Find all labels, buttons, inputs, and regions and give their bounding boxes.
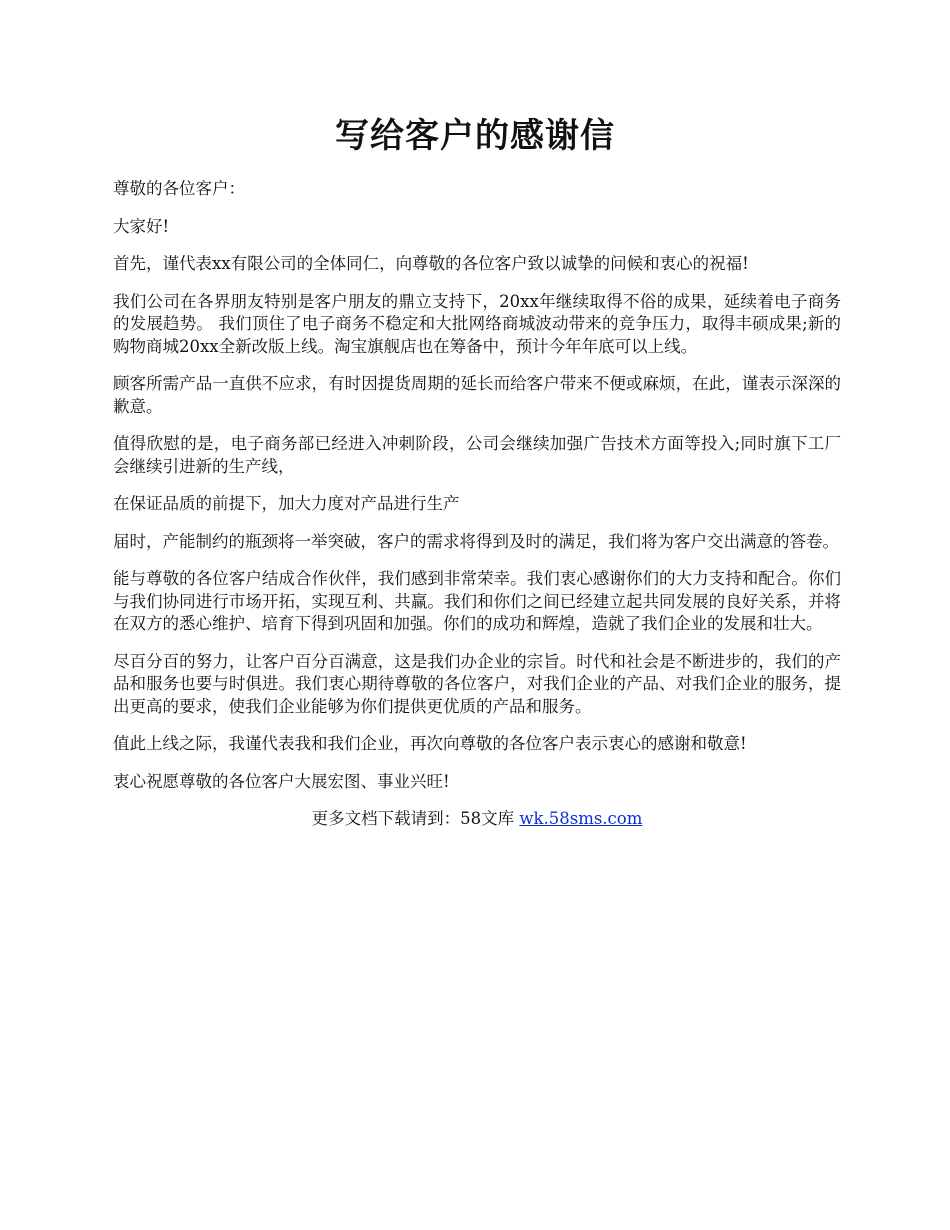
footer-prefix: 更多文档下载请到：58文库	[311, 809, 520, 828]
salutation: 尊敬的各位客户：	[113, 179, 245, 198]
download-footer	[113, 808, 841, 831]
paragraph: 值得欣慰的是，电子商务部已经进入冲刺阶段，公司会继续加强广告技术方面等投入;同时旗下工厂会继续引进新的生产线，	[113, 434, 841, 476]
paragraph: 顾客所需产品一直供不应求，有时因提货周期的延长而给客户带来不便或麻烦，在此，谨表示深深的歉意。	[113, 374, 841, 416]
paragraph: 在保证品质的前提下，加大力度对产品进行生产	[113, 494, 460, 513]
document-title: 写给客户的感谢信	[335, 116, 615, 156]
paragraph: 能与尊敬的各位客户结成合作伙伴，我们感到非常荣幸。我们衷心感谢你们的大力支持和配合。你们与我们协同进行市场开拓，实现互利、共赢。我们和你们之间已经建立起共同发展的良好关系，并将在双方的悉心维护、培育下得到巩固和加强。你们的成功和辉煌，造就了我们企业的发展和壮大。	[113, 569, 841, 633]
footer-link[interactable]: wk.58sms.com	[519, 809, 643, 828]
paragraph: 值此上线之际，我谨代表我和我们企业，再次向尊敬的各位客户表示衷心的感谢和敬意!	[113, 734, 747, 753]
greeting: 大家好!	[113, 216, 170, 236]
paragraph: 届时，产能制约的瓶颈将一举突破，客户的需求将得到及时的满足，我们将为客户交出满意的答卷。	[113, 531, 839, 551]
paragraph: 尽百分百的努力，让客户百分百满意，这是我们办企业的宗旨。时代和社会是不断进步的，我们的产品和服务也要与时俱进。我们衷心期待尊敬的各位客户，对我们企业的产品、对我们企业的服务，提出更高的要求，使我们企业能够为你们提供更优质的产品和服务。	[113, 651, 841, 716]
paragraph: 我们公司在各界朋友特别是客户朋友的鼎立支持下，20xx年继续取得不俗的成果，延续着电子商务的发展趋势。 我们顶住了电子商务不稳定和大批网络商城波动带来的竞争压力，取得丰硕成果;新的购物商城20xx全新改版上线。淘宝旗舰店也在筹备中，预计今年年底可以上线。	[113, 291, 841, 356]
closing-wish: 衷心祝愿尊敬的各位客户大展宏图、事业兴旺!	[113, 771, 450, 791]
paragraph: 首先，谨代表xx有限公司的全体同仁，向尊敬的各位客户致以诚挚的问候和衷心的祝福!	[113, 254, 749, 273]
document-body	[113, 178, 841, 831]
